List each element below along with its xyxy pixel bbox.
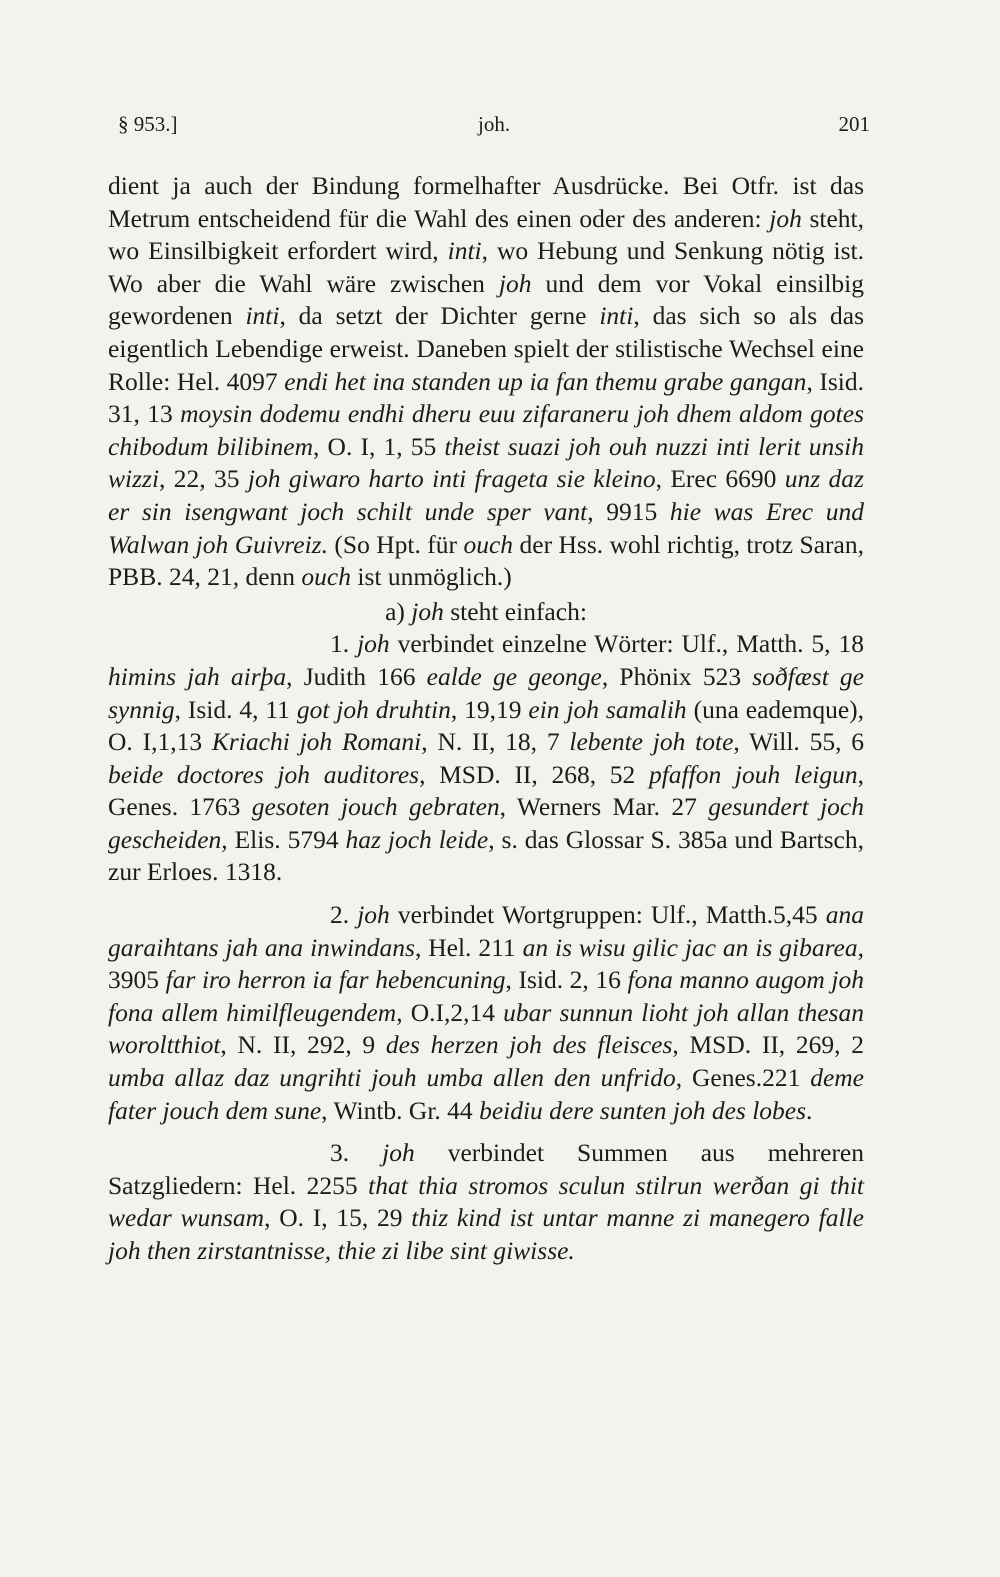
italic-citation: inti	[599, 301, 634, 331]
text-run: , N. II, 18, 7	[421, 727, 570, 757]
text-run: a)	[385, 596, 412, 626]
italic-citation: inti	[447, 236, 482, 266]
italic-citation: lebente joh tote	[569, 727, 734, 757]
text-run: (una eademque), O. I,1,13	[108, 694, 864, 757]
italic-citation: an is wisu gilic jac an is gibarea	[522, 932, 858, 962]
text-run: , 3905	[108, 932, 865, 995]
italic-citation: beide doctores joh auditores	[108, 759, 420, 789]
text-run: , Werners Mar. 27	[499, 792, 709, 822]
page-number: 201	[838, 112, 870, 136]
italic-citation: pfaffon jouh leigun	[648, 759, 858, 789]
italic-citation: beidiu dere sunten joh des lobes	[479, 1095, 807, 1125]
italic-citation: joh	[357, 629, 390, 659]
italic-citation: moysin dodemu endhi dheru euu zifaraneru joh dhem aldom gotes chibodum bilibinem	[108, 399, 864, 461]
text-run: steht einfach:	[443, 596, 587, 626]
italic-citation: joh	[382, 1138, 415, 1168]
text-run: 3.	[330, 1138, 383, 1168]
italic-citation: theist suazi joh ouh nuzzi inti lerit unsih wizzi	[108, 431, 864, 494]
italic-citation: des herzen joh des fleisces	[385, 1030, 673, 1060]
text-run: verbindet Wortgruppen: Ulf., Matth.5,45	[389, 900, 826, 930]
italic-citation: joh	[498, 268, 532, 298]
text-run: , Judith 166	[286, 661, 427, 691]
text-run: , das sich so als das eigentlich Lebendige erweist. Daneben spielt der stilistische Wechsel eine Rolle: Hel. 4097	[108, 301, 864, 396]
italic-citation: gesoten jouch gebraten	[251, 792, 500, 822]
body-text	[108, 170, 864, 1268]
text-run: verbindet Summen aus mehreren Satzgliedern: Hel. 2255	[108, 1138, 865, 1200]
text-run: , Genes.221	[675, 1063, 811, 1093]
italic-citation: thiz kind ist untar manne zi manegero falle joh then zirstantnisse, thie zi libe sint giwisse.	[108, 1203, 864, 1265]
text-run: , 22, 35	[159, 464, 248, 494]
paragraph-item-1	[108, 628, 864, 889]
text-run: , Phönix 523	[601, 661, 753, 691]
paragraph-continuation	[108, 170, 864, 594]
text-run: , O. I, 15, 29	[264, 1203, 412, 1233]
text-run: 1.	[330, 629, 358, 659]
italic-citation: unz daz er sin isengwant joch schilt unde sper vant	[108, 464, 864, 526]
text-run: , wo Hebung und Senkung nötig ist. Wo aber die Wahl wäre zwischen	[108, 236, 864, 298]
paragraph-item-3	[108, 1137, 864, 1267]
text-run: ist unmöglich.)	[350, 562, 512, 592]
text-run: der Hss. wohl richtig, trotz Saran, PBB. 24, 21, denn	[108, 529, 864, 592]
italic-citation: ouch	[463, 529, 514, 559]
italic-citation: gesundert joch gescheiden,	[108, 792, 864, 854]
text-run: (So Hpt. für	[327, 529, 464, 559]
text-run: , da setzt der Dichter gerne	[279, 301, 600, 331]
text-run: , Hel. 211	[414, 932, 523, 962]
italic-citation: joh	[411, 596, 444, 626]
text-run: , N. II, 292, 9	[220, 1030, 386, 1060]
italic-citation: haz joch leide	[345, 824, 489, 854]
paragraph-item-2	[108, 899, 864, 1127]
italic-citation: joh	[357, 900, 390, 930]
section-reference: § 953.]	[118, 112, 178, 136]
italic-citation: ana garaihtans jah ana inwindans	[108, 900, 864, 962]
running-header	[118, 112, 870, 142]
text-run: , Erec 6690	[655, 464, 785, 494]
text-run: , Genes. 1763	[108, 759, 864, 822]
italic-citation: fona manno augom joh fona allem himilfleugendem	[108, 965, 865, 1027]
italic-citation: hie was Erec und Walwan joh Guivreiz.	[108, 496, 864, 559]
text-run: , MSD. II, 268, 52	[419, 759, 649, 789]
text-run: steht, wo Einsilbigkeit erfordert wird,	[108, 203, 864, 266]
text-run: , 9915	[587, 496, 670, 526]
italic-citation: ealde ge geonge	[426, 661, 602, 691]
italic-citation: joh giwaro harto inti frageta sie kleino	[247, 464, 656, 494]
running-title: joh.	[478, 112, 511, 136]
text-run: , Isid. 2, 16	[505, 965, 628, 995]
italic-citation: that thia stromos sculun stilrun werðan gi thit wedar wunsam	[108, 1170, 864, 1233]
text-run: , Isid. 4, 11	[174, 694, 297, 724]
italic-citation: umba allaz daz ungrihti jouh umba allen den unfrido	[108, 1063, 676, 1093]
text-run: , s. das Glossar S. 385a und Bartsch, zur Erloes. 1318.	[108, 824, 864, 887]
text-run: Elis. 5794	[227, 824, 346, 854]
italic-citation: deme fater jouch dem sune	[108, 1063, 864, 1125]
text-run: , Wintb. Gr. 44	[321, 1095, 480, 1125]
text-run: .	[806, 1095, 813, 1125]
italic-citation: joh	[769, 203, 802, 233]
italic-citation: far iro herron ia far hebencuning	[165, 965, 506, 995]
text-run: , MSD. II, 269, 2	[672, 1030, 864, 1060]
italic-citation: ubar sunnun lioht joh allan thesan woroltthiot	[108, 997, 864, 1060]
text-run: , O.I,2,14	[396, 997, 504, 1027]
italic-citation: inti	[245, 301, 280, 331]
text-run: , O. I, 1, 55	[313, 431, 445, 461]
text-run: verbindet einzelne Wörter: Ulf., Matth. 5, 18	[389, 629, 864, 659]
italic-citation: ouch	[301, 562, 351, 592]
italic-citation: himins jah airþa	[108, 661, 287, 691]
text-run: 2.	[330, 900, 358, 930]
italic-citation: soðfæst ge synnig	[108, 661, 865, 724]
italic-citation: endi het ina standen up ia fan themu grabe gangan	[284, 366, 807, 396]
text-run: , Will. 55, 6	[733, 727, 864, 757]
text-run: und dem vor Vokal einsilbig gewordenen	[108, 268, 865, 331]
text-run: , 19,19	[450, 694, 529, 724]
subheading-a	[108, 596, 864, 629]
text-run: , Isid. 31, 13	[108, 366, 864, 429]
italic-citation: Kriachi joh Romani	[211, 727, 422, 757]
text-run: dient ja auch der Bindung formelhafter Ausdrücke. Bei Otfr. ist das Metrum entscheidend für die Wahl des einen oder des anderen:	[108, 171, 864, 233]
italic-citation: got joh druhtin	[296, 694, 451, 724]
italic-citation: ein joh samalih	[528, 694, 687, 724]
